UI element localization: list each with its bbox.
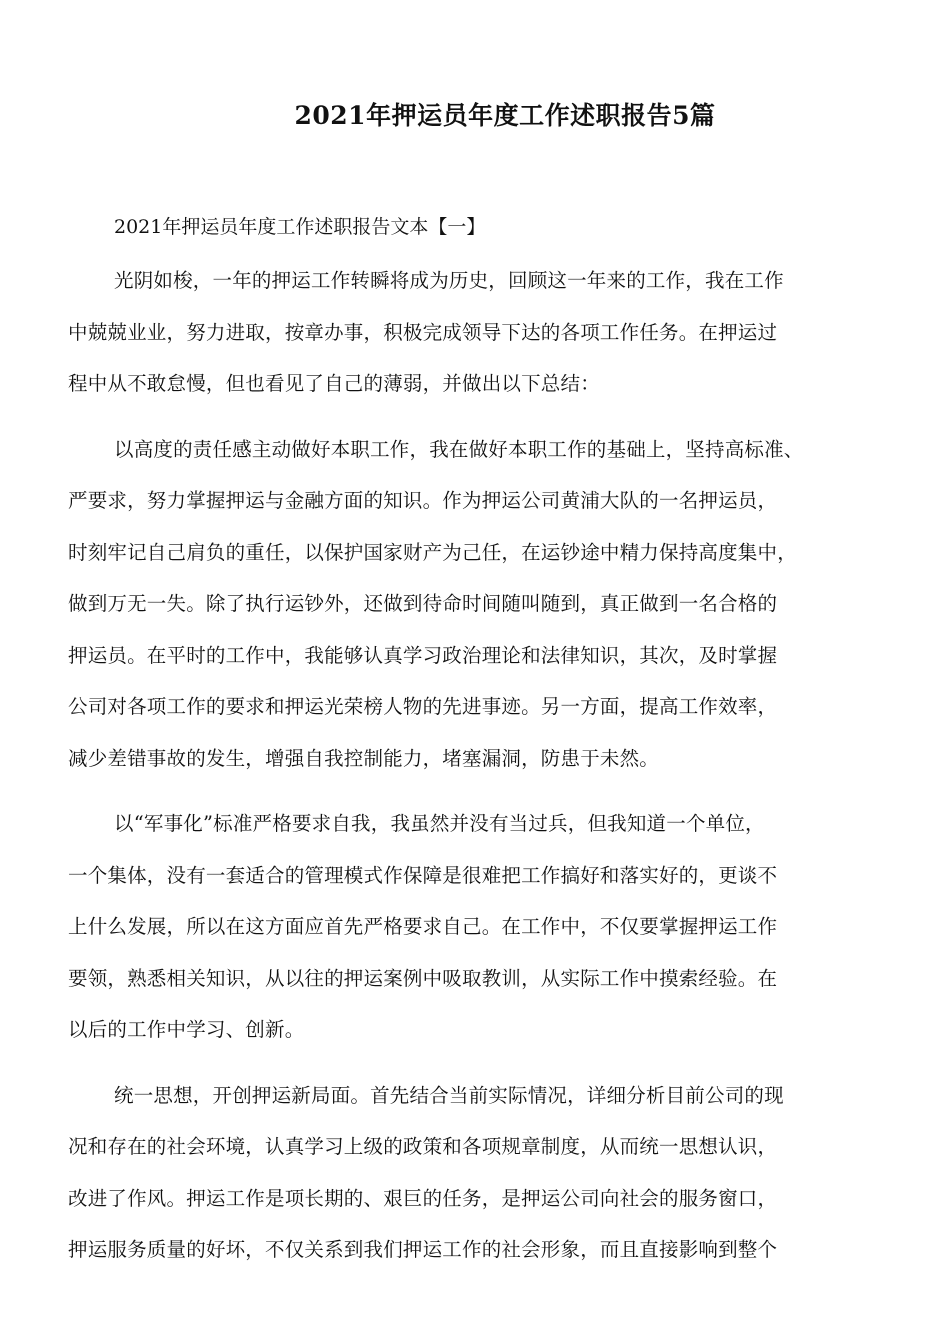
section-heading: 2021年押运员年度工作述职报告文本【一】: [114, 216, 486, 238]
text-line: 程中从不敢怠慢，但也看见了自己的薄弱，并做出以下总结：: [68, 372, 600, 395]
text-line: 时刻牢记自己肩负的重任，以保护国家财产为己任，在运钞途中精力保持高度集中，: [68, 540, 797, 564]
text-line: 押运服务质量的好坏，不仅关系到我们押运工作的社会形象，而且直接影响到整个: [68, 1238, 778, 1261]
text-line: 以“军事化”标准严格要求自我，我虽然并没有当过兵，但我知道一个单位，: [114, 812, 765, 835]
text-line: 公司对各项工作的要求和押运光荣榜人物的先进事迹。另一方面，提高工作效率，: [68, 695, 778, 718]
text-line: 做到万无一失。除了执行运钞外，还做到待命时间随叫随到，真正做到一名合格的: [68, 592, 778, 615]
text-line: 一个集体，没有一套适合的管理模式作保障是很难把工作搞好和落实好的，更谈不: [68, 863, 778, 887]
text-line: 要领，熟悉相关知识，从以往的押运案例中吸取教训，从实际工作中摸索经验。在: [68, 966, 778, 990]
text-line: 上什么发展，所以在这方面应首先严格要求自己。在工作中，不仅要掌握押运工作: [68, 915, 778, 938]
document-body: [68, 213, 884, 1290]
text-line: 以后的工作中学习、创新。: [68, 1018, 305, 1041]
text-line: 改进了作风。押运工作是项长期的、艰巨的任务，是押运公司向社会的服务窗口，: [68, 1186, 778, 1210]
text-line: 减少差错事故的发生，增强自我控制能力，堵塞漏洞，防患于未然。: [68, 746, 660, 770]
text-line: 光阴如梭，一年的押运工作转瞬将成为历史，回顾这一年来的工作，我在工作: [114, 269, 784, 292]
text-line: 以高度的责任感主动做好本职工作，我在做好本职工作的基础上，坚持高标准、: [114, 437, 804, 461]
text-line: 统一思想，开创押运新局面。首先结合当前实际情况，详细分析目前公司的现: [114, 1083, 784, 1107]
text-line: 严要求，努力掌握押运与金融方面的知识。作为押运公司黄浦大队的一名押运员，: [68, 489, 778, 512]
paragraph-3: [68, 798, 884, 1056]
text-line: 况和存在的社会环境，认真学习上级的政策和各项规章制度，从而统一思想认识，: [68, 1135, 778, 1158]
document-title: 2021年押运员年度工作述职报告5篇: [294, 101, 716, 130]
paragraph-2: [68, 424, 884, 785]
paragraph-4: [68, 1070, 884, 1276]
paragraph-1: [68, 255, 884, 410]
text-line: 中兢兢业业，努力进取，按章办事，积极完成领导下达的各项工作任务。在押运过: [68, 320, 778, 344]
text-line: 押运员。在平时的工作中，我能够认真学习政治理论和法律知识，其次，及时掌握: [68, 643, 778, 667]
